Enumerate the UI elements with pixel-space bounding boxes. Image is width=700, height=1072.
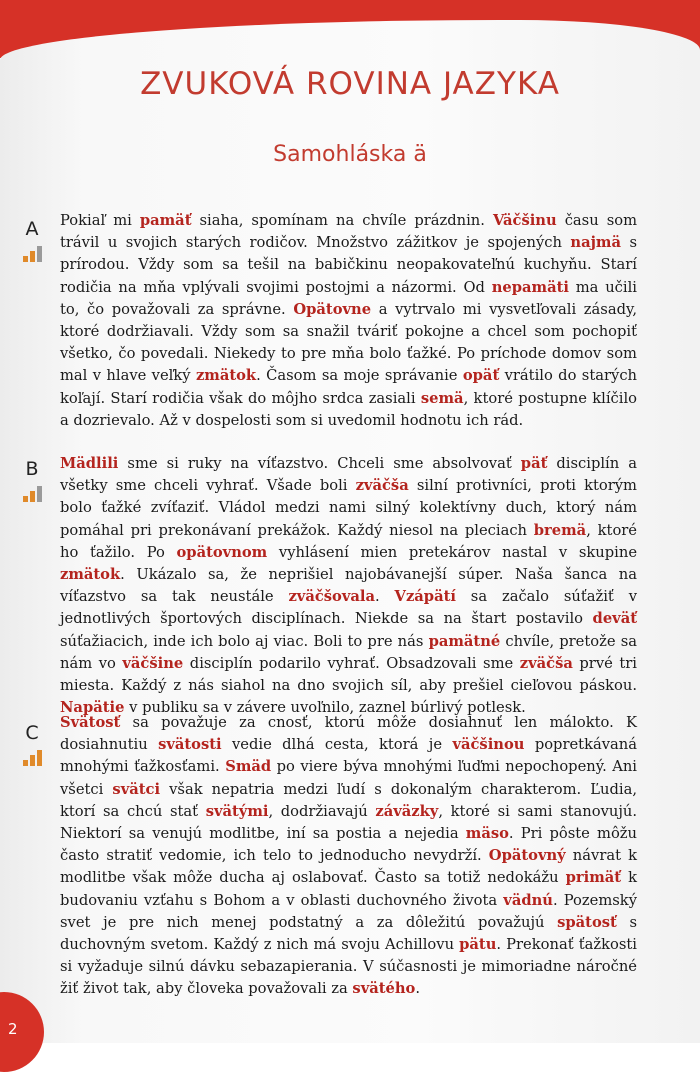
text-run: . Časom sa moje správanie [256,367,463,385]
text-run: prvé tri miesta. Každý z nás siahol na dno svojich síl, aby prešiel cieľovou páskou. [60,654,637,695]
difficulty-bar [23,496,28,502]
text-run: chvíle, pretože sa nám vo [60,632,637,672]
highlighted-word: najmä [570,234,621,252]
highlighted-word: Mädlili [60,455,119,472]
highlighted-word: spätosť [557,913,617,931]
highlighted-word: bremä [533,521,587,539]
highlighted-word: Napätie [60,699,125,717]
highlighted-word: vädnú [503,891,553,909]
difficulty-bar [37,246,42,262]
highlighted-word: zmätok [60,566,121,584]
text-run: návrat k modlitbe však môže ducha aj oslabovať. Často sa totiž nedokážu [60,847,637,887]
text-run: popretkávaná mnohými ťažkosťami. [60,736,638,776]
text-run: , ktoré si sami stanovujú. Niektorí sa venujú modlitbe, iní sa postia a nejedia [60,802,638,843]
highlighted-word: svätosti [158,736,222,754]
highlighted-word: Opätovne [293,300,372,318]
highlighted-word: Väčšinu [492,212,557,229]
section-c-marker [12,722,52,763]
difficulty-bar [37,486,42,502]
section-b-text [60,453,637,719]
page-number: 2 [8,1020,18,1038]
difficulty-bar [30,491,35,502]
highlighted-word: Opätovný [488,847,566,865]
difficulty-bar [37,750,42,766]
highlighted-word: pamätné [428,632,501,650]
highlighted-word: opäť [462,367,500,385]
section-c-letter: C [25,722,39,744]
text-run: ma učili to, čo považovali za správne. [60,278,637,318]
highlighted-word: primäť [565,869,622,887]
text-run: času som trávil u svojich starých rodičov. Množstvo zážitkov je spojených [60,212,637,252]
difficulty-bars-icon [12,747,52,763]
highlighted-word: semä [420,389,464,407]
section-a-letter: A [25,218,39,240]
section-b-letter: B [25,458,39,480]
text-run: s duchovným svetom. Každý z nich má svoju Achillovu [60,913,637,954]
text-run: . Prekonať ťažkosti si vyžaduje silnú dávku sebazapierania. V súčasnosti je mimoriadne náročné žiť život tak, aby človeka považovali za [60,936,637,998]
section-c-text [60,712,637,1001]
highlighted-word: zväčša [519,654,573,672]
highlighted-word: väčšinou [452,736,525,754]
text-run: vedie dlhá cesta, ktorá je [221,736,453,754]
highlighted-word: svätými [205,802,269,820]
text-run: , dodržiavajú [268,802,376,820]
text-run: vrátilo do starých koľají. Starí rodičia však do môjho srdca zasiali [60,367,637,407]
text-run: v publiku sa v závere uvoľnilo, zaznel búrlivý potlesk. [124,699,526,717]
text-run: silní protivníci, proti ktorým bolo ťažké zvíťaziť. Vládol medzi nami silný kolektívny duch, ktorý nám pomáhal pri prekonávaní prekážok. Každý niesol na pleciach [60,477,637,539]
highlighted-word: deväť [592,610,637,628]
text-run: súťažiacich, inde ich bolo aj viac. Boli to pre nás [60,632,429,650]
text-run: disciplín podarilo vyhrať. Obsadzovali sme [183,654,520,672]
text-run: však nepatria medzi ľudí s dokonalým charakterom. Ľudia, ktorí sa chcú stať [60,780,637,820]
text-run: Pokiaľ mi [60,212,140,229]
highlighted-word: svätci [112,780,161,798]
highlighted-word: záväzky [375,802,439,820]
text-run: . Pri pôste môžu často stratiť vedomie, ich telo to jednoducho nevydrží. [60,825,637,865]
highlighted-word: opätovnom [176,543,268,561]
highlighted-word: zmätok [195,367,257,385]
highlighted-word: pamäť [139,212,192,229]
highlighted-word: pätu [459,936,497,954]
difficulty-bars-icon [12,483,52,499]
text-run: s prírodou. Vždy som sa tešil na babičkinu neopakovateľnú kuchyňu. Starí rodičia na mňa vplývali svojimi postojmi a názormi. Od [60,234,637,296]
text-run: sa považuje za cnosť, ktorú môže dosiahnuť len málokto. K dosiahnutiu [60,714,637,754]
text-run: k budovaniu vzťahu s Bohom a v oblasti duchovného života [60,869,637,909]
text-run: sme si ruky na víťazstvo. Chceli sme absolvovať [118,455,521,472]
chapter-title: ZVUKOVÁ ROVINA JAZYKA [140,66,560,102]
highlighted-word: mäso [465,825,509,843]
difficulty-bar [30,755,35,766]
difficulty-bar [23,256,28,262]
text-run: . Ukázalo sa, že neprišiel najobávanejší súper. Naša šanca na víťazstvo sa tak neustále [60,566,637,606]
highlighted-word: päť [520,455,548,472]
highlighted-word: zväčšovala [288,588,376,606]
text-run: . [375,588,395,606]
highlighted-word: Svätosť [60,714,121,731]
text-run: a vytrvalo mi vysvetľovali zásady, ktoré dodržiavali. Vždy som sa snažil tváriť pokojne a chcel som pochopiť všetko, čo povedali. Niekedy to pre mňa bolo ťažké. Po príchode domov som mal v hlave veľký [60,300,637,385]
text-run: po viere býva mnohými ľuďmi nepochopený. Ani všetci [60,758,637,798]
difficulty-bar [23,760,28,766]
text-run: , ktoré postupne klíčilo a dozrievalo. Až v dospelosti som si uvedomil hodnotu ich rád. [60,389,637,429]
section-a-marker [12,218,52,259]
highlighted-word: Smäd [225,758,272,776]
highlighted-word: svätého [352,980,416,998]
highlighted-word: zväčša [355,477,409,495]
highlighted-word: nepamäti [491,278,569,296]
text-run: siaha, spomínam na chvíle prázdnin. [191,212,493,229]
difficulty-bars-icon [12,243,52,259]
highlighted-word: väčšine [122,654,184,672]
difficulty-bar [30,251,35,262]
text-run: vyhlásení mien pretekárov nastal v skupine [267,543,638,561]
text-run: disciplín a všetky sme chceli vyhrať. Všade boli [60,455,638,495]
section-a-text [60,210,637,432]
section-b-marker [12,458,52,499]
text-run: . [415,980,421,998]
section-subtitle: Samohláska ä [273,142,427,167]
text-run: , ktoré ho ťažilo. Po [60,521,637,561]
text-run: . Pozemský svet je pre nich menej podstatný a za dôležitú považujú [60,891,637,931]
text-run: sa začalo súťažiť v jednotlivých športových disciplínach. Niekde sa na štart postavilo [60,588,637,628]
highlighted-word: Vzápätí [394,588,456,606]
